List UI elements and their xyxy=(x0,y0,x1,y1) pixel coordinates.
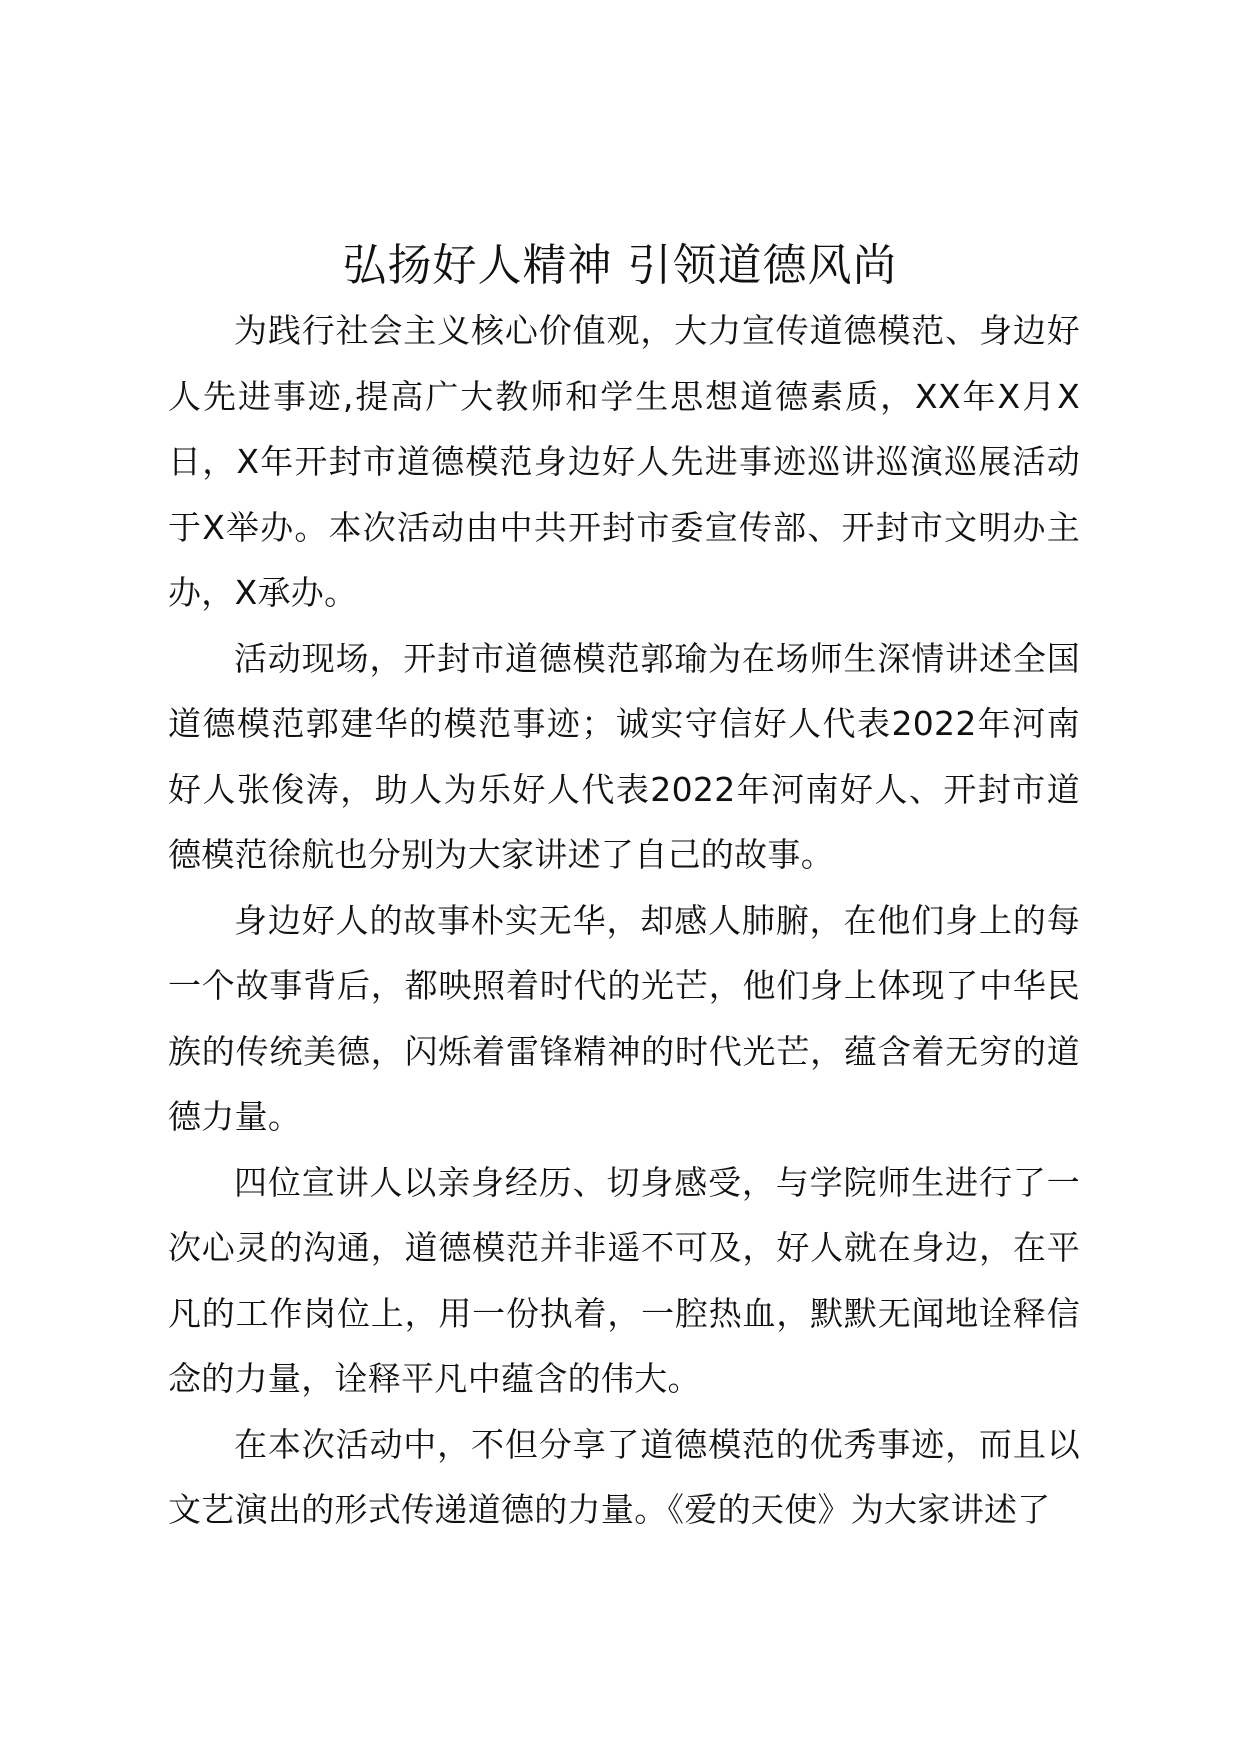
body-paragraph: 在本次活动中，不但分享了道德模范的优秀事迹，而且以文艺演出的形式传递道德的力量。《爱的天使》为大家讲述了 xyxy=(168,1424,1080,1529)
document-title: 弘扬好人精神 引领道德风尚 xyxy=(342,240,898,291)
body-paragraph: 身边好人的故事朴实无华，却感人肺腑，在他们身上的每一个故事背后，都映照着时代的光芒，他们身上体现了中华民族的传统美德，闪烁着雷锋精神的时代光芒，蕴含着无穷的道德力量。 xyxy=(168,900,1080,1136)
body-paragraph: 为践行社会主义核心价值观，大力宣传道德模范、身边好人先进事迹,提高广大教师和学生思想道德素质，XX年X月X日，X年开封市道德模范身边好人先进事迹巡讲巡演巡展活动于X举办。本次活动由中共开封市委宣传部、开封市文明办主办，X承办。 xyxy=(168,311,1080,612)
body-paragraph: 活动现场，开封市道德模范郭瑜为在场师生深情讲述全国道德模范郭建华的模范事迹；诚实守信好人代表2022年河南好人张俊涛，助人为乐好人代表2022年河南好人、开封市道德模范徐航也分别为大家讲述了自己的故事。 xyxy=(168,638,1080,874)
body-paragraph: 四位宣讲人以亲身经历、切身感受，与学院师生进行了一次心灵的沟通，道德模范并非遥不可及，好人就在身边，在平凡的工作岗位上，用一份执着，一腔热血，默默无闻地诠释信念的力量，诠释平凡中蕴含的伟大。 xyxy=(168,1162,1080,1398)
document-body xyxy=(168,298,1080,1543)
